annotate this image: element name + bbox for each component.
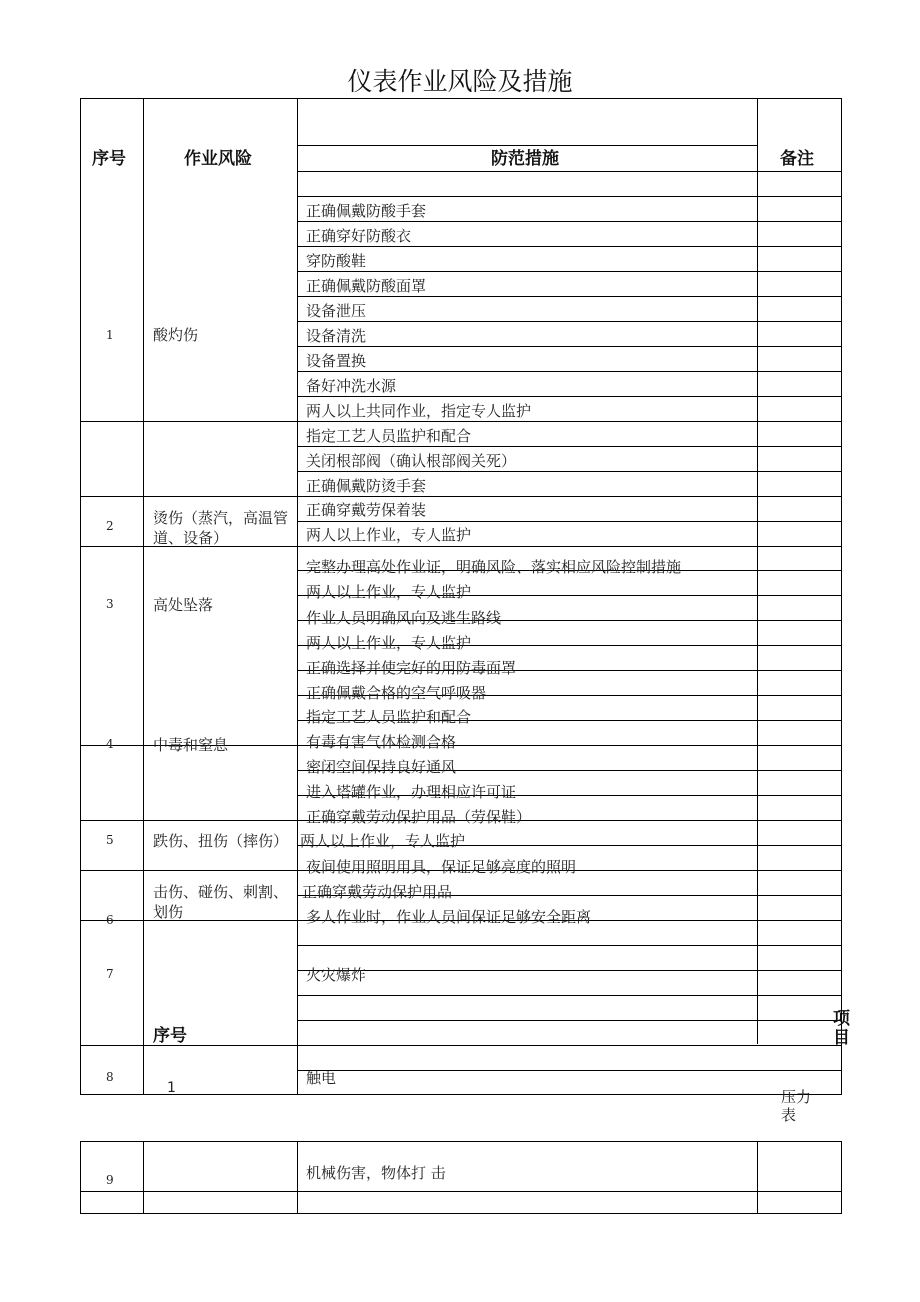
measure-item: 正确佩戴合格的空气呼吸器 (306, 684, 487, 702)
header-measures: 防范措施 (491, 149, 559, 169)
measure-item: 两人以上作业，专人监护 (306, 583, 472, 601)
grid-line (297, 995, 842, 996)
pressure-gauge-note: 压力表 (781, 1088, 812, 1124)
risk-label: 击伤、碰伤、刺割、划伤 (153, 883, 289, 921)
grid-line (297, 98, 298, 1095)
page-title: 仪表作业风险及措施 (347, 67, 573, 96)
grid-line (297, 196, 842, 197)
row-number: 3 (106, 597, 114, 611)
grid-line (297, 945, 842, 946)
header-risk: 作业风险 (184, 149, 252, 169)
risk-label: 跌伤、扭伤（摔伤） (153, 832, 289, 850)
measure-item: 设备清洗 (306, 327, 367, 345)
grid-line (297, 296, 842, 297)
grid-line (297, 1020, 842, 1021)
risk-label: 酸灼伤 (153, 326, 199, 344)
measure-item: 两人以上作业，专人监护 (300, 832, 466, 850)
measure-item: 正确佩戴防酸手套 (306, 202, 427, 220)
measure-item: 正确穿好防酸衣 (306, 227, 412, 245)
measure-item: 设备置换 (306, 352, 367, 370)
table2-border-top (80, 1141, 842, 1142)
header-no: 序号 (92, 149, 126, 169)
measure-item: 火灾爆炸 (306, 966, 367, 984)
grid-line (143, 1141, 144, 1214)
grid-line (80, 1191, 842, 1192)
stray-item-label: 项目 (833, 1009, 850, 1048)
grid-line (297, 521, 842, 522)
row-number: 2 (106, 519, 114, 533)
table2-border-bottom (80, 1213, 842, 1214)
risk-label: 烫伤（蒸汽，高温管道、设备） (153, 509, 289, 547)
measure-item: 指定工艺人员监护和配合 (306, 708, 472, 726)
row-number: 9 (106, 1173, 114, 1187)
grid-line (297, 371, 842, 372)
measure-item: 正确穿戴劳动保护用品（劳保鞋） (306, 808, 532, 826)
table-border-top (80, 98, 842, 99)
grid-line (757, 1141, 758, 1214)
row-number: 7 (106, 967, 114, 981)
grid-line (297, 246, 842, 247)
row-number: 6 (106, 913, 114, 927)
grid-line (297, 396, 842, 397)
grid-line (80, 1141, 81, 1214)
grid-line (80, 496, 842, 497)
measure-item: 备好冲洗水源 (306, 377, 397, 395)
grid-line (757, 98, 758, 1044)
grid-line (143, 98, 144, 1095)
row-number: 1 (106, 328, 114, 342)
grid-line (80, 1045, 842, 1046)
grid-line (297, 221, 842, 222)
table-border-left (80, 98, 81, 1095)
measure-item: 两人以上作业，专人监护 (306, 634, 472, 652)
grid-line (297, 1141, 298, 1214)
row-number: 5 (106, 833, 114, 847)
grid-line (297, 321, 842, 322)
measure-item: 机械伤害，物体打 击 (306, 1164, 446, 1182)
page-mark: 1 (167, 1080, 176, 1096)
measure-item: 关闭根部阀（确认根部阀关死） (306, 452, 517, 470)
grid-line (297, 346, 842, 347)
measure-item: 有毒有害气体检测合格 (306, 733, 457, 751)
measure-item: 多人作业时，作业人员间保证足够安全距离 (306, 908, 592, 926)
grid-line (297, 1070, 842, 1071)
measure-item: 穿防酸鞋 (306, 252, 367, 270)
grid-line (297, 446, 842, 447)
risk-label: 高处坠落 (153, 596, 214, 614)
measure-item: 两人以上共同作业，指定专人监护 (306, 402, 532, 420)
table-border-right (841, 98, 842, 1095)
measure-item: 完整办理高处作业证，明确风险、落实相应风险控制措施 (306, 558, 682, 576)
grid-line (297, 970, 842, 971)
grid-line (297, 171, 842, 172)
row-number: 8 (106, 1070, 114, 1084)
grid-line (297, 471, 842, 472)
header-remark: 备注 (780, 149, 814, 169)
measure-item: 两人以上作业，专人监护 (306, 526, 472, 544)
measure-item: 设备泄压 (306, 302, 367, 320)
measure-item: 密闭空间保持良好通风 (306, 758, 457, 776)
measure-item: 作业人员明确风向及逃生路线 (306, 609, 502, 627)
risk-label: 中毒和窒息 (153, 736, 229, 754)
measure-item: 正确选择并使完好的用防毒面罩 (306, 659, 517, 677)
row-number: 4 (106, 737, 114, 751)
measure-item: 正确佩戴防烫手套 (306, 477, 427, 495)
grid-line (841, 1141, 842, 1214)
measure-item: 触电 (306, 1069, 337, 1087)
grid-line (80, 421, 842, 422)
measure-item: 正确穿戴劳动保护用品 (302, 883, 453, 901)
measure-item: 夜间使用照明用具，保证足够亮度的照明 (306, 858, 577, 876)
table-border-bottom (80, 1094, 842, 1095)
measure-item: 进入塔罐作业，办理相应许可证 (306, 783, 517, 801)
measure-item: 正确佩戴防酸面罩 (306, 277, 427, 295)
grid-line (297, 271, 842, 272)
stray-no-label: 序号 (153, 1026, 187, 1046)
measure-item: 指定工艺人员监护和配合 (306, 427, 472, 445)
measure-item: 正确穿戴劳保着装 (306, 501, 427, 519)
